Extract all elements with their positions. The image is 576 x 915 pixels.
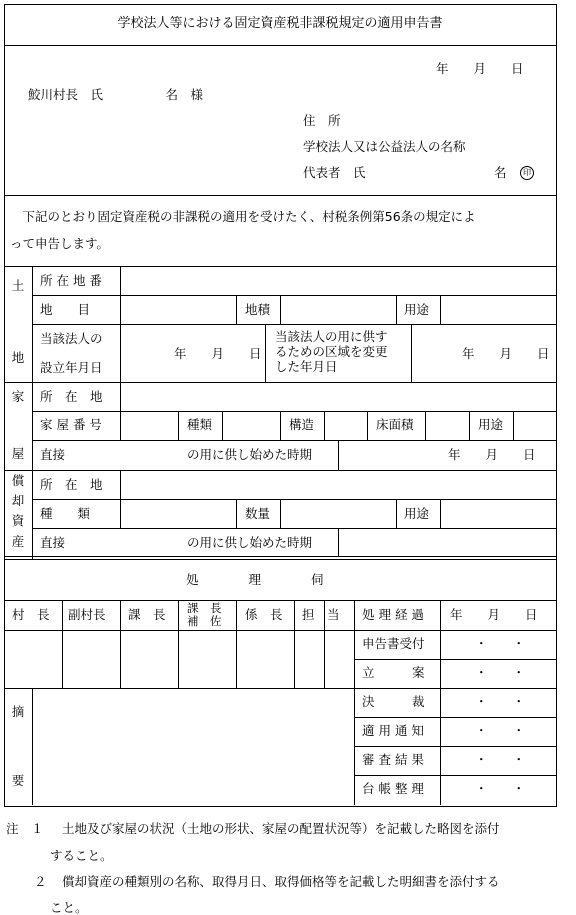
rule-step-4: [354, 746, 556, 747]
step-notified: 適 用 通 知: [362, 723, 424, 738]
rule-land-bottom: [4, 382, 556, 383]
col-assistant-bottom: 補 佐: [187, 614, 222, 628]
asset-section-2: 却: [11, 493, 25, 508]
house-floor-label: 床面積: [376, 417, 414, 432]
rule-land-f: [411, 324, 412, 382]
rule-land-a: [236, 295, 237, 324]
rule-land-label: [120, 266, 121, 382]
note-2-number: ２: [34, 874, 47, 889]
note-2-line-1: 償却資産の種類別の名称、取得月日、取得価格等を記載した明細書を添付する: [62, 874, 500, 889]
house-location-label: 所 在 地: [40, 389, 103, 404]
step-date-2: ・ ・: [475, 665, 526, 680]
asset-use-label: 用途: [404, 506, 430, 521]
rule-house-label: [120, 382, 121, 440]
house-use-label: 用途: [478, 417, 504, 432]
asset-section-4: 産: [11, 534, 25, 549]
note-2-line-2: こと。: [50, 900, 88, 915]
rep-name-suffix: 名: [494, 165, 507, 180]
land-est-label-2: 設立年月日: [40, 360, 103, 375]
rule-house-g: [469, 411, 470, 440]
rule-house-d: [324, 411, 325, 440]
rule-step-3: [354, 717, 556, 718]
note-1-line-2: すること。: [50, 848, 113, 863]
land-change-label-2: るための区域を変更: [275, 344, 388, 359]
processing-heading: 処 理 伺: [186, 572, 324, 587]
rule-house-bottom: [4, 470, 556, 471]
rule-asset-c: [396, 499, 397, 528]
col-subsection-chief: 係 長: [245, 607, 283, 622]
rule-house-f: [425, 411, 426, 440]
step-date-3: ・ ・: [475, 694, 526, 709]
rule-step-5: [354, 775, 556, 776]
rule-title-bottom: [4, 45, 556, 46]
land-change-label-1: 当該法人の用に供す: [275, 329, 388, 344]
land-use-label: 用途: [404, 302, 430, 317]
rule-asset-b: [280, 499, 281, 528]
col-assistant-top: 課 長: [187, 601, 222, 615]
rule-step-2: [354, 688, 556, 689]
house-structure-label: 構造: [289, 417, 315, 432]
rep-label: 代表者 氏: [303, 165, 366, 180]
rule-proc-3: [178, 600, 179, 688]
remarks-top: 摘: [11, 704, 25, 719]
rule-proc-1: [62, 600, 63, 688]
rule-house-b: [222, 411, 223, 440]
date-line: 年 月 日: [436, 61, 524, 76]
rule-house-c: [280, 411, 281, 440]
asset-location-label: 所 在 地: [40, 477, 103, 492]
land-category-label: 地 目: [40, 302, 91, 317]
house-section-top: 家: [11, 389, 25, 404]
col-mayor: 村 長: [12, 607, 50, 622]
land-change-date: 年 月 日: [462, 346, 550, 361]
rule-asset-bottom-2: [4, 559, 556, 560]
process-label: 処 理 経 過: [362, 607, 424, 622]
step-ledger: 台 帳 整 理: [362, 781, 424, 796]
step-received: 申告書受付: [362, 636, 425, 651]
rule-columns-bottom: [4, 630, 556, 631]
asset-section-1: 償: [11, 473, 25, 488]
house-section-bottom: 屋: [11, 446, 25, 461]
rule-land-c: [396, 295, 397, 324]
rule-land-e: [265, 324, 266, 382]
rule-remarks: [32, 688, 33, 805]
house-date: 年 月 日: [448, 447, 536, 462]
house-direct-label: 直接: [40, 447, 66, 462]
rule-proc-5: [294, 600, 295, 688]
asset-section-3: 資: [11, 513, 25, 528]
land-est-label-1: 当該法人の: [40, 331, 103, 346]
step-approved: 決 裁: [362, 694, 425, 709]
statement-line-2: って申告します。: [10, 236, 110, 251]
col-deputy: 副村長: [68, 607, 106, 622]
rule-asset-date: [338, 528, 339, 556]
rule-proc-4: [236, 600, 237, 688]
seal-mark: 印: [520, 166, 534, 180]
note-1-number: 注 １: [6, 821, 44, 836]
rule-stamp-bottom: [4, 688, 354, 689]
rule-proc-7: [354, 600, 355, 805]
rule-land-2: [32, 324, 556, 325]
rule-house-2: [32, 440, 556, 441]
land-area-label: 地積: [245, 302, 271, 317]
rule-asset-a: [236, 499, 237, 528]
rule-house-1: [32, 411, 556, 412]
note-1-line-1: 土地及び家屋の状況（土地の形状、家屋の配置状況等）を記載した略図を添付: [62, 821, 500, 836]
addressee: 鮫川村長 氏 名 様: [28, 87, 204, 102]
address-label: 住 所: [303, 113, 341, 128]
house-use-start-label: の用に供し始めた時期: [187, 447, 313, 462]
rule-land-1: [32, 295, 556, 296]
rule-heading-bottom: [4, 600, 556, 601]
rule-step-1: [354, 659, 556, 660]
rule-applicant-bottom: [4, 195, 556, 196]
rule-house-e: [367, 411, 368, 440]
rule-statement-bottom: [4, 266, 556, 267]
rule-proc-8: [440, 600, 441, 805]
col-in-charge: 担 当: [302, 607, 340, 622]
form-title: 学校法人等における固定資産税非課税規定の適用申告書: [117, 16, 443, 31]
rule-house-h: [513, 411, 514, 440]
statement-line-1: 下記のとおり固定資産税の非課税の適用を受けたく、村税条例第56条の規定によ: [10, 209, 476, 224]
rule-asset-bottom-1: [4, 556, 556, 557]
step-date-5: ・ ・: [475, 752, 526, 767]
rule-land-b: [280, 295, 281, 324]
house-kind-label: 種類: [187, 417, 213, 432]
land-section-bottom: 地: [11, 350, 25, 365]
rule-asset-label: [120, 470, 121, 528]
asset-kind-label: 種 類: [40, 506, 91, 521]
rule-asset-2: [32, 528, 556, 529]
rule-house-a: [178, 411, 179, 440]
step-date-4: ・ ・: [475, 723, 526, 738]
step-date-6: ・ ・: [475, 781, 526, 796]
rule-section-col: [32, 266, 33, 559]
asset-use-start-label: の用に供し始めた時期: [187, 535, 313, 550]
org-name-label: 学校法人又は公益法人の名称: [303, 139, 466, 154]
house-number-label: 家 屋 番 号: [40, 417, 102, 432]
asset-quantity-label: 数量: [245, 506, 271, 521]
rule-proc-2: [120, 600, 121, 688]
rule-land-d: [440, 295, 441, 324]
step-reviewed: 審 査 結 果: [362, 752, 424, 767]
rule-asset-1: [32, 499, 556, 500]
land-location-label: 所 在 地 番: [40, 273, 102, 288]
asset-direct-label: 直接: [40, 535, 66, 550]
step-drafted: 立 案: [362, 665, 425, 680]
remarks-bottom: 要: [11, 773, 25, 788]
rule-asset-d: [440, 499, 441, 528]
land-change-label-3: した年月日: [275, 359, 338, 374]
col-section-chief: 課 長: [128, 607, 166, 622]
date-header: 年 月 日: [450, 607, 538, 622]
land-section-top: 土: [11, 278, 25, 293]
rule-house-date: [338, 440, 339, 470]
land-est-date: 年 月 日: [174, 346, 262, 361]
form-frame: [4, 4, 557, 807]
step-date-1: ・ ・: [475, 636, 526, 651]
